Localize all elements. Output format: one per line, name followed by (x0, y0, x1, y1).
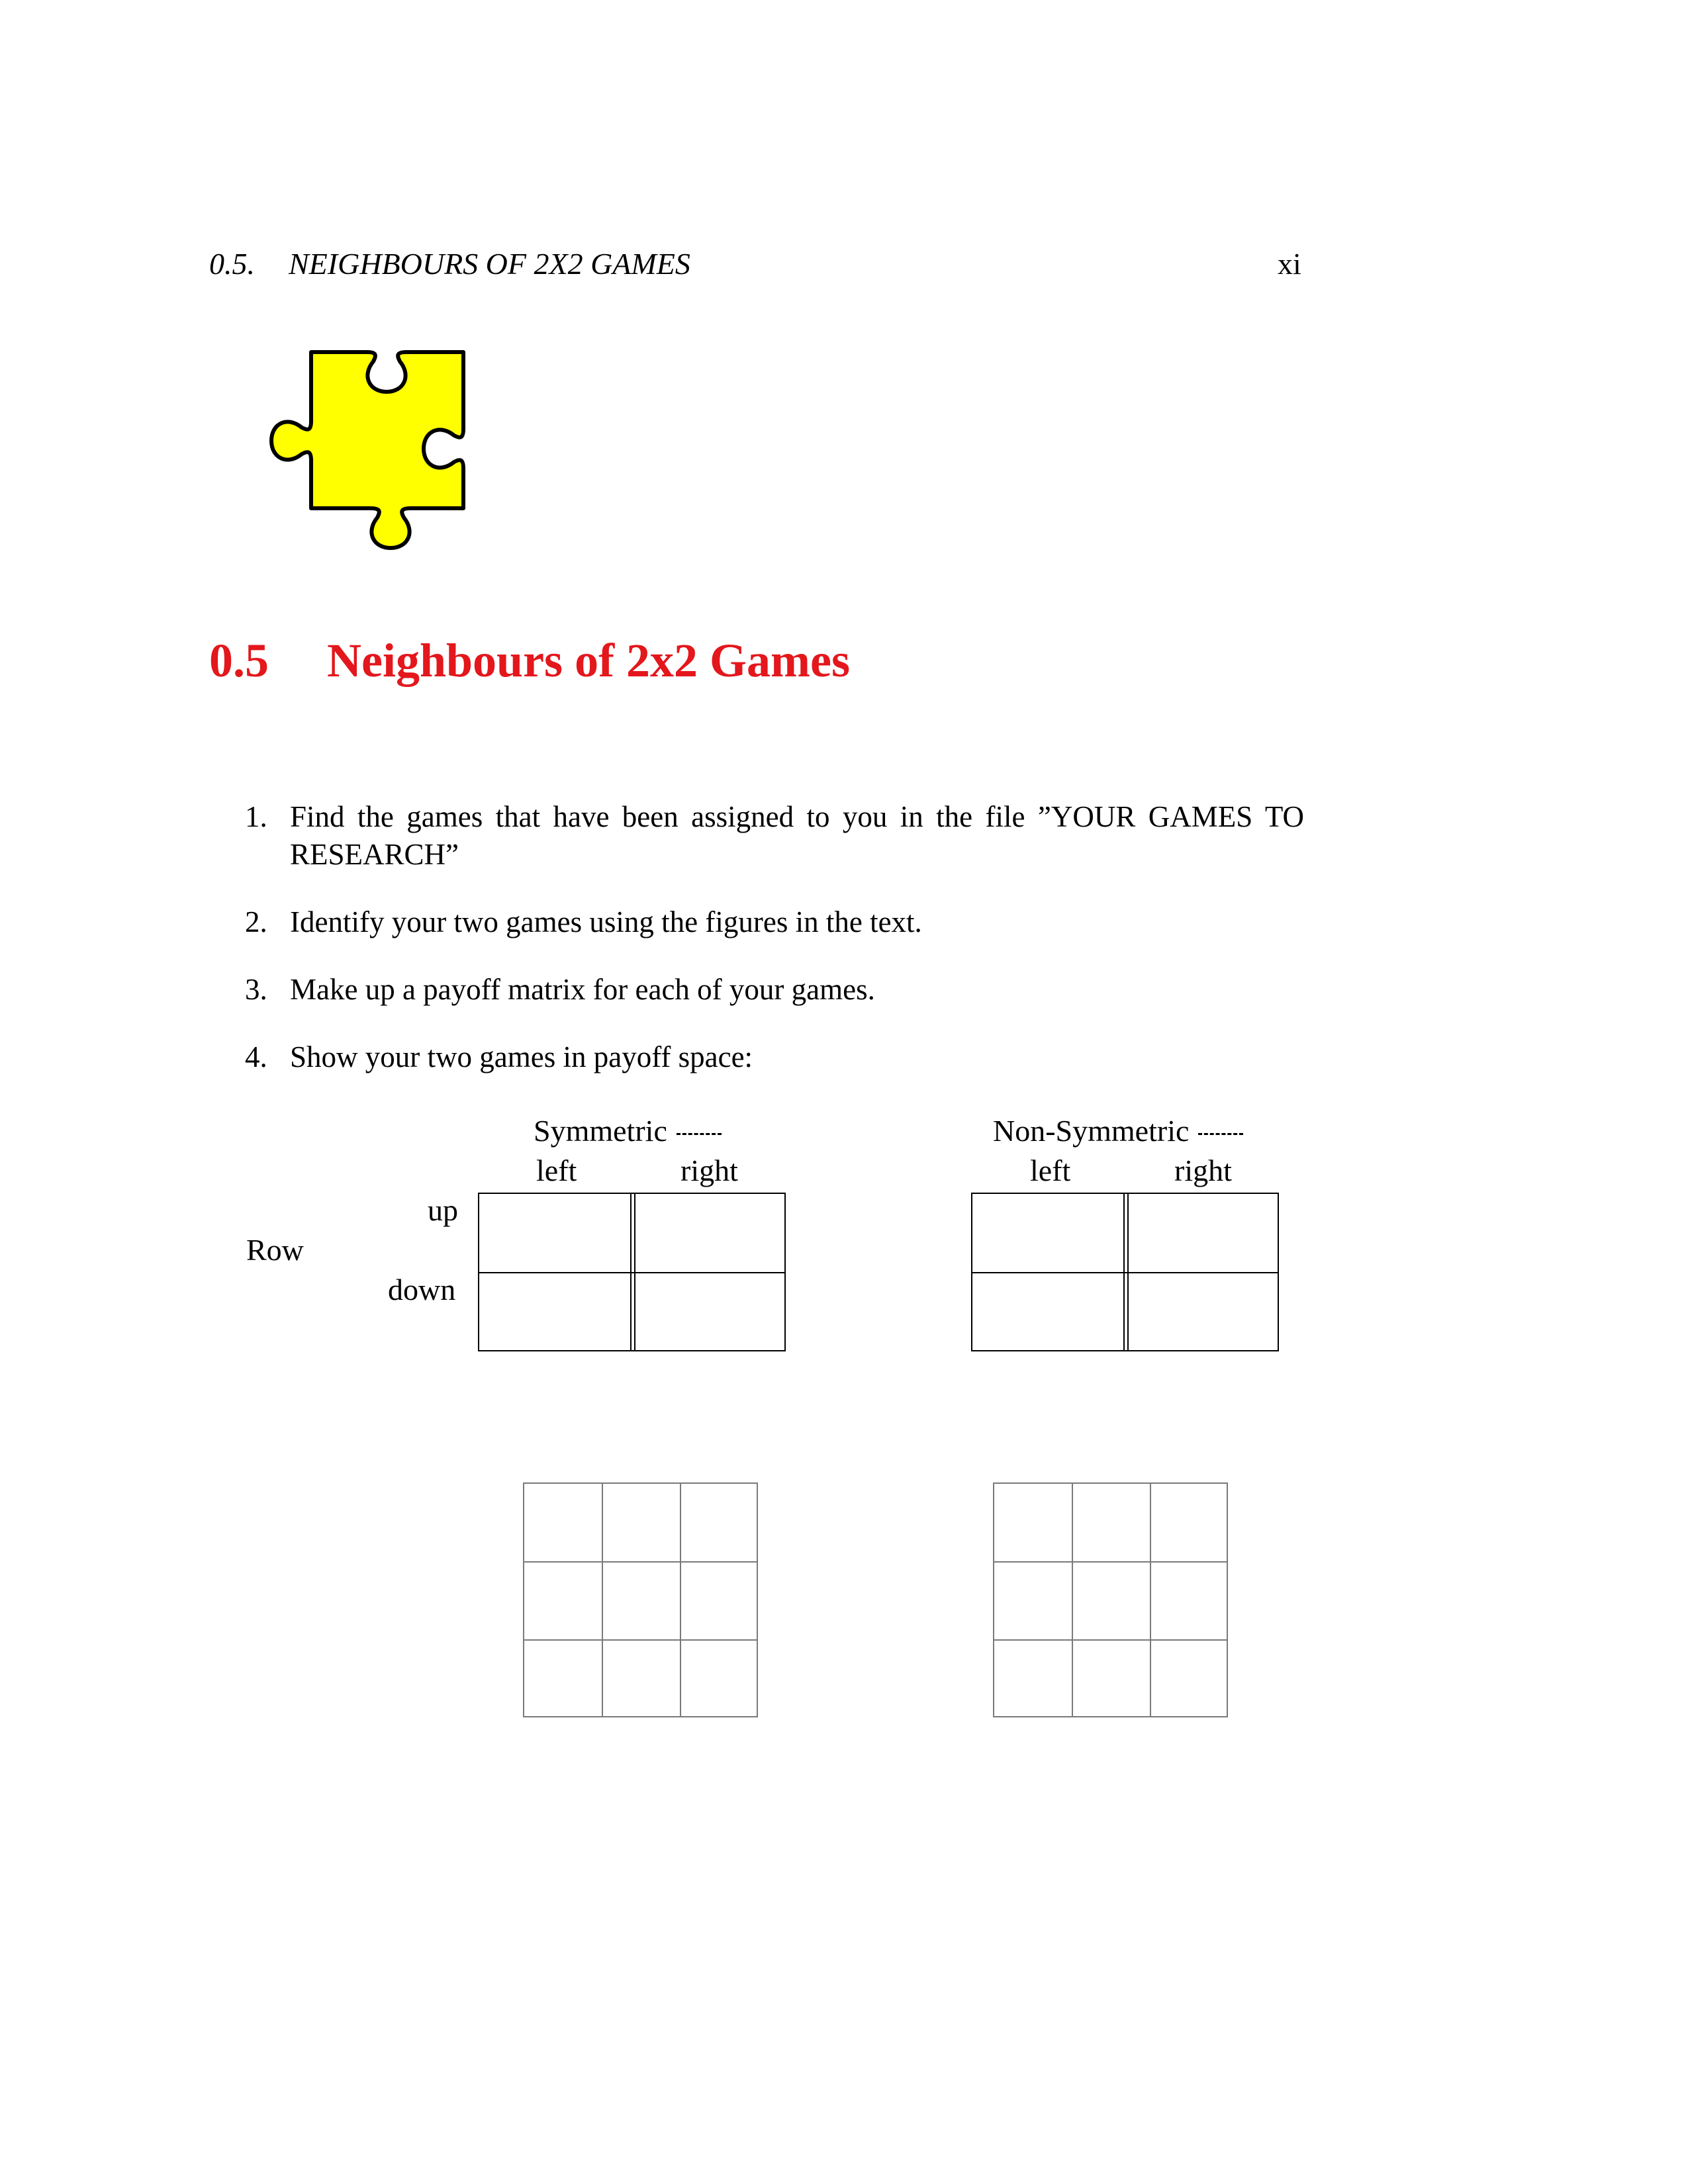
symmetric-payoff-space-grid[interactable] (523, 1482, 758, 1717)
grid-line (1072, 1484, 1073, 1716)
matrix-divider (479, 1272, 784, 1273)
header-section-title: NEIGHBOURS OF 2X2 GAMES (289, 247, 690, 281)
row-down-label: down (388, 1273, 456, 1306)
list-item (245, 971, 1304, 1009)
symmetric-blank (677, 1132, 722, 1135)
matrix-divider (1123, 1194, 1125, 1350)
page-number: xi (1278, 247, 1301, 281)
list-item-text: Make up a payoff matrix for each of your games. (290, 973, 875, 1006)
running-header (209, 249, 690, 279)
list-item-text: Identify your two games using the figures in the text. (290, 905, 922, 938)
list-item-text: Show your two games in payoff space: (290, 1040, 753, 1073)
nonsymmetric-payoff-space-grid[interactable] (993, 1482, 1228, 1717)
instruction-list (245, 798, 1304, 1106)
nonsymmetric-blank (1198, 1132, 1243, 1135)
list-item-number: 4. (245, 1040, 267, 1073)
list-item (245, 1038, 1304, 1076)
row-label: Row (246, 1233, 304, 1267)
list-item-number: 3. (245, 973, 267, 1006)
list-item-text: Find the games that have been assigned to you in the file ”YOUR GAMES TO RESEARCH” (290, 800, 1304, 871)
nonsymmetric-payoff-matrix[interactable] (971, 1193, 1279, 1351)
nonsymmetric-col-right: right (1174, 1154, 1232, 1187)
nonsymmetric-col-left: left (1030, 1154, 1071, 1187)
header-section-number: 0.5. (209, 247, 255, 281)
symmetric-matrix-title: Symmetric (534, 1116, 722, 1146)
section-heading-title: Neighbours of 2x2 Games (327, 634, 850, 687)
matrix-divider (972, 1272, 1278, 1273)
puzzle-piece-icon (265, 349, 477, 560)
symmetric-col-left: left (536, 1154, 577, 1187)
section-heading-number: 0.5 (209, 634, 269, 687)
grid-line (994, 1561, 1227, 1563)
grid-line (602, 1484, 603, 1716)
matrix-divider (630, 1194, 632, 1350)
symmetric-payoff-matrix[interactable] (478, 1193, 786, 1351)
list-item (245, 903, 1304, 941)
list-item-number: 2. (245, 905, 267, 938)
matrix-divider (1127, 1194, 1129, 1350)
grid-line (680, 1484, 681, 1716)
grid-line (994, 1639, 1227, 1641)
symmetric-col-right: right (680, 1154, 738, 1187)
grid-line (524, 1639, 757, 1641)
row-up-label: up (428, 1193, 458, 1227)
grid-line (1150, 1484, 1151, 1716)
list-item-number: 1. (245, 800, 267, 833)
nonsymmetric-matrix-title: Non-Symmetric (993, 1116, 1243, 1146)
grid-line (524, 1561, 757, 1563)
matrix-divider (634, 1194, 635, 1350)
puzzle-piece-shape (271, 352, 463, 548)
list-item (245, 798, 1304, 874)
